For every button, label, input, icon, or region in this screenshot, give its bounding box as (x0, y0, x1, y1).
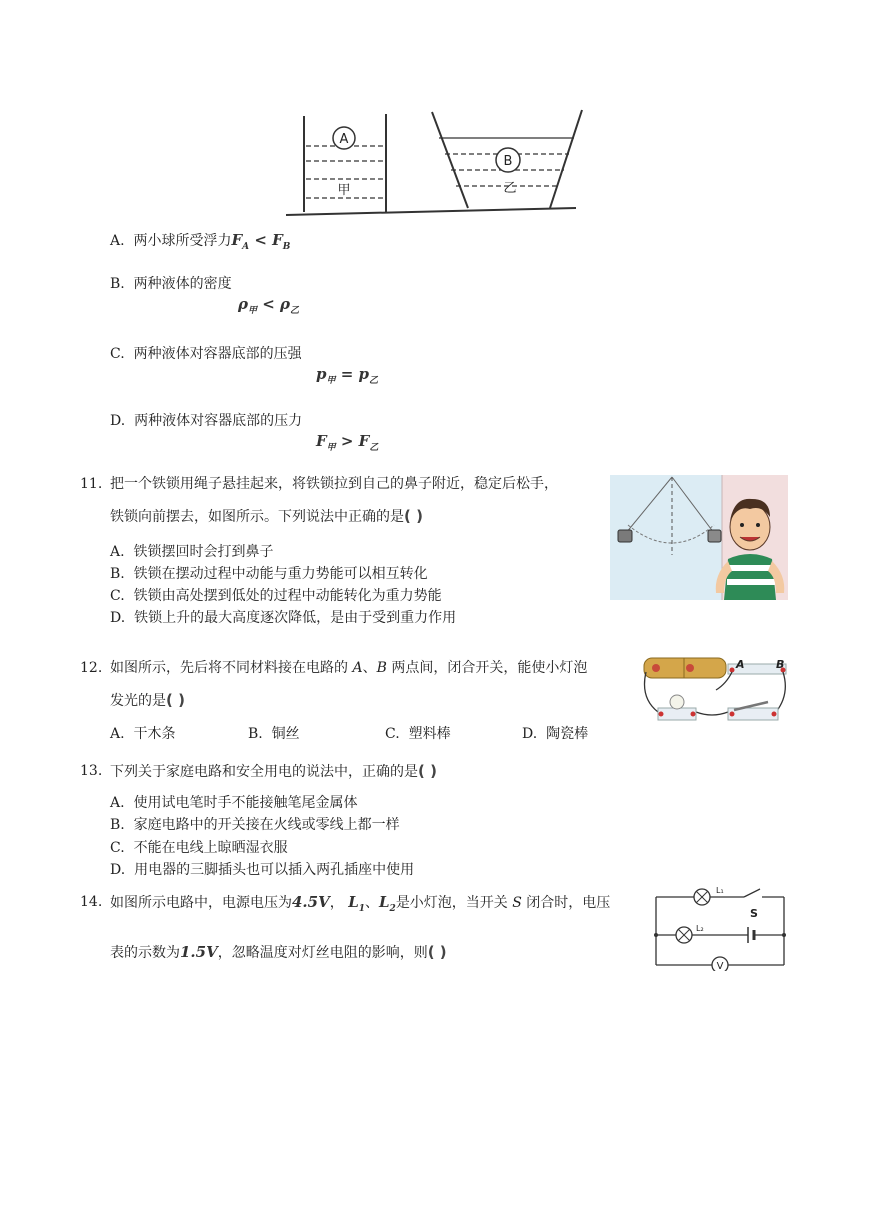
q10-option-b: B. 两种液体的密度 (110, 276, 232, 292)
ball-b-label: B (503, 154, 513, 169)
lock-right-icon (708, 530, 721, 542)
q11-number: 11. (80, 476, 103, 492)
lamp-l2-label: L₂ (696, 924, 704, 933)
switch-s-icon (744, 889, 760, 897)
q10-option-a-math: $F_A < F_B$ (231, 231, 291, 252)
q11-stem-line2: 铁锁向前摆去，如图所示。下列说法中正确的是( ) (110, 507, 423, 525)
q10-option-d: D. 两种液体对容器底部的压力 (110, 413, 303, 429)
q12-option-b: B. 铜丝 (248, 726, 300, 742)
circuit-photo-illustration (640, 654, 790, 726)
q14-stem-line1: 如图所示电路中，电源电压为4.5V， $L_1$、$L_2$是小灯泡，当开关 S 闭合时，电压 (110, 893, 611, 914)
voltmeter-label: V (716, 961, 724, 971)
q13-option-b: B. 家庭电路中的开关接在火线或零线上都一样 (110, 817, 400, 833)
q12-stem-line1: 如图所示，先后将不同材料接在电路的 A、B 两点间，闭合开关，能使小灯泡 (110, 660, 588, 676)
q10-option-c: C. 两种液体对容器底部的压强 (110, 346, 302, 362)
lamp-l1-label: L₁ (716, 886, 724, 895)
q11-stem-line1: 把一个铁锁用绳子悬挂起来，将铁锁拉到自己的鼻子附近，稳定后松手， (110, 476, 558, 492)
q11-option-a: A. 铁锁摆回时会打到鼻子 (110, 544, 274, 560)
ball-a-label: A (339, 132, 349, 147)
bulb-icon (670, 695, 684, 709)
q12-option-a: A. 干木条 (110, 726, 176, 742)
lock-left-icon (618, 530, 632, 542)
q10-option-d-math: $F_甲 > F_乙$ (316, 432, 379, 453)
q14-number: 14. (80, 894, 103, 910)
container-figure (284, 108, 584, 220)
terminal-a-label: A (736, 658, 745, 671)
q14-answer-paren: ( ) (427, 943, 447, 961)
q11-option-c: C. 铁锁由高处摆到低处的过程中动能转化为重力势能 (110, 588, 442, 604)
q12-answer-paren: ( ) (166, 691, 185, 709)
liquid-yi-label: 乙 (503, 181, 517, 196)
q13-option-d: D. 用电器的三脚插头也可以插入两孔插座中使用 (110, 862, 415, 878)
q13-number: 13. (80, 763, 103, 779)
q11-option-d: D. 铁锁上升的最大高度逐次降低，是由于受到重力作用 (110, 610, 457, 626)
q14-stem-line2: 表的示数为1.5V，忽略温度对灯丝电阻的影响，则( ) (110, 943, 447, 961)
q11-option-b: B. 铁锁在摆动过程中动能与重力势能可以相互转化 (110, 566, 428, 582)
q13-option-c: C. 不能在电线上晾晒湿衣服 (110, 840, 288, 856)
q13-stem: 下列关于家庭电路和安全用电的说法中，正确的是( ) (110, 762, 437, 780)
q10-option-c-math: $p_甲 = p_乙$ (316, 365, 379, 386)
q12-option-c: C. 塑料棒 (385, 726, 451, 742)
q10-option-b-math: $\rho_甲 < \rho_乙$ (238, 295, 300, 316)
circuit-diagram (652, 885, 788, 971)
q13-option-a: A. 使用试电笔时手不能接触笔尾金属体 (110, 795, 358, 811)
terminal-b-label: B (776, 658, 785, 671)
q12-number: 12. (80, 660, 103, 676)
switch-s-label: S (750, 907, 758, 920)
q12-stem-line2: 发光的是( ) (110, 691, 185, 709)
q10-option-a: A. 两小球所受浮力$F_A < F_B$ (110, 231, 291, 252)
q11-answer-paren: ( ) (404, 507, 423, 525)
q12-option-d: D. 陶瓷棒 (522, 726, 589, 742)
liquid-jia-label: 甲 (337, 183, 351, 198)
pendulum-illustration (610, 475, 788, 600)
q13-answer-paren: ( ) (418, 762, 437, 780)
